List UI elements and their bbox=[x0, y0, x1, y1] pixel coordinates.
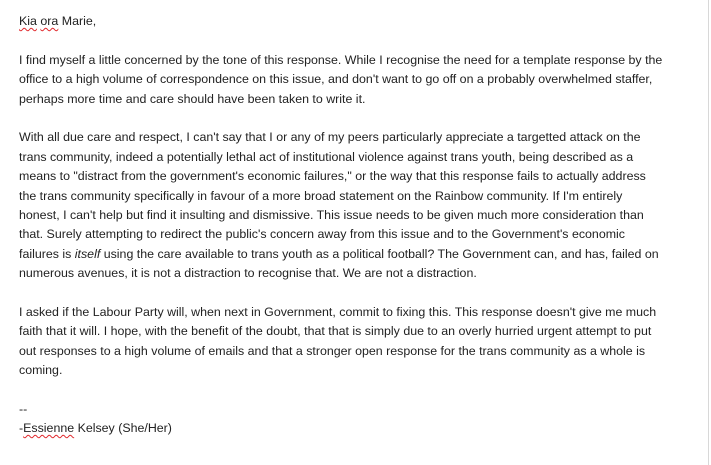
paragraph-1-line: office to a high volume of correspondence on this issue, and don't want to go off on a probably overwhelmed staffer, bbox=[19, 72, 653, 87]
signature-dash: - bbox=[19, 421, 24, 436]
italic-emphasis: itself bbox=[74, 246, 101, 261]
greeting-text: Marie, bbox=[61, 14, 97, 28]
paragraph-break bbox=[19, 31, 703, 50]
misspelled-word[interactable]: Kia bbox=[19, 14, 37, 28]
paragraph-2-line: With all due care and respect, I can't say that I or any of my peers particularly appreciate a targetted attack on the bbox=[19, 130, 641, 145]
paragraph-2-line: means to "distract from the government's economic failures," or the way that this response fails to actually address bbox=[19, 169, 646, 184]
misspelled-word[interactable]: Essienne bbox=[23, 421, 75, 436]
paragraph-2-text: using the care available to trans youth as a political football? The Government can, and has, failed on bbox=[100, 246, 659, 261]
signature-name: Kelsey (She/Her) bbox=[74, 421, 172, 436]
paragraph-2-line: honest, I can't help but find it insulting and dismissive. This issue needs to be given much more consideration than bbox=[19, 207, 644, 222]
paragraph-2-line: numerous avenues, it is not a distraction to recognise that. We are not a distraction. bbox=[19, 266, 477, 281]
signature-line bbox=[19, 419, 703, 438]
paragraph-break bbox=[19, 380, 703, 399]
paragraph-3-line: coming. bbox=[19, 363, 63, 378]
paragraph-3-line: I asked if the Labour Party will, when next in Government, commit to fixing this. This response doesn't give me much bbox=[19, 304, 657, 319]
paragraph-2-line bbox=[19, 245, 703, 264]
greeting-line bbox=[19, 12, 703, 31]
paragraph-break bbox=[19, 109, 703, 128]
email-body[interactable] bbox=[19, 12, 703, 439]
paragraph-2-line: trans community, indeed a potentially lethal act of institutional violence against trans youth, being described as a bbox=[19, 149, 634, 164]
paragraph-2-text: failures is bbox=[19, 246, 75, 261]
paragraph-3-line: out responses to a high volume of emails and that a stronger open response for the trans community as a whole is bbox=[19, 343, 646, 358]
paragraph-2-line: that. Surely attempting to redirect the public's concern away from this issue and to the Government's economic bbox=[19, 227, 625, 242]
paragraph-3-line: faith that it will. I hope, with the benefit of the doubt, that that is simply due to an overly hurried urgent attempt to put bbox=[19, 324, 652, 339]
signature-delimiter: -- bbox=[19, 401, 28, 416]
paragraph-break bbox=[19, 283, 703, 302]
paragraph-1-line: perhaps more time and care should have been taken to write it. bbox=[19, 91, 366, 106]
paragraph-1-line: I find myself a little concerned by the tone of this response. While I recognise the need for a template response by the bbox=[19, 52, 663, 67]
paragraph-2-line: the trans community specifically in favour of a more broad statement on the Rainbow community. If I'm entirely bbox=[19, 188, 623, 203]
misspelled-word[interactable]: ora bbox=[40, 14, 59, 28]
